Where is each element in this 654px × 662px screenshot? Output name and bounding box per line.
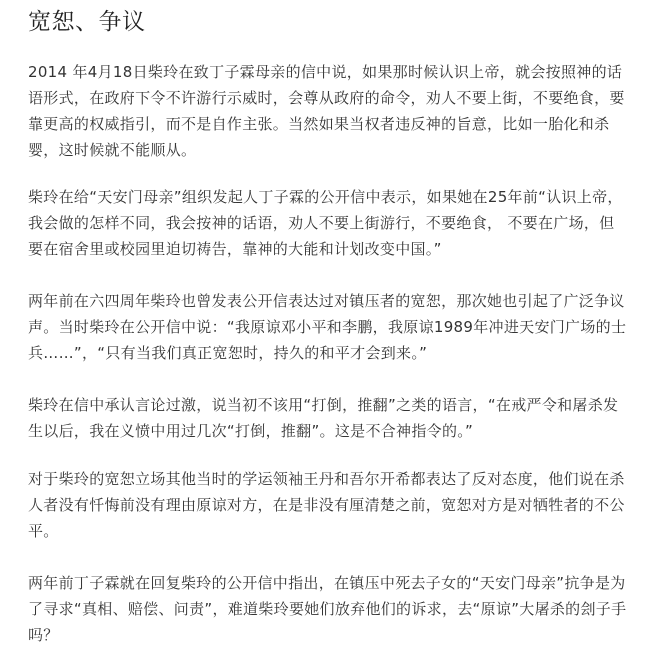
paragraph-6: 两年前丁子霖就在回复柴玲的公开信中指出，在镇压中死去子女的“天安门母亲”抗争是为了寻求“真相、赔偿、问责”，难道柴玲要她们放弃他们的诉求，去“原谅”大屠杀的刽子手吗？: [28, 574, 627, 644]
paragraph-1: 2014 年4月18日柴玲在致丁子霖母亲的信中说，如果那时候认识上帝，就会按照神的话语形式，在政府下令不许游行示威时，会尊从政府的命令，劝人不要上街，不要绝食，要靠更高的权威指引，而不是自作主张。当然如果当权者违反神的旨意，比如一胎化和杀婴，这时候就不能顺从。: [28, 63, 625, 159]
paragraph-2: 柴玲在给“天安门母亲”组织发起人丁子霖的公开信中表示，如果她在25年前“认识上帝，我会做的怎样不同，我会按神的话语，劝人不要上街游行，不要绝食， 不要在广场，但要在宿舍里或校园里迫切祷告，靠神的大能和计划改变中国。”: [28, 188, 623, 258]
paragraph-3: 两年前在六四周年柴玲也曾发表公开信表达过对镇压者的宽恕，那次她也引起了广泛争议声。当时柴玲在公开信中说：“我原谅邓小平和李鹏，我原谅1989年冲进天安门广场的士兵……”，“只有当我们真正宽恕时，持久的和平才会到来。”: [28, 292, 627, 362]
article: [28, 0, 628, 644]
paragraph-4: 柴玲在信中承认言论过激，说当初不该用“打倒，推翻”之类的语言，“在戒严令和屠杀发生以后，我在义愤中用过几次“打倒，推翻”。这是不合神指令的。”: [28, 396, 619, 440]
paragraph-5: 对于柴玲的宽恕立场其他当时的学运领袖王丹和吾尔开希都表达了反对态度，他们说在杀人者没有忏悔前没有理由原谅对方，在是非没有厘清楚之前，宽恕对方是对牺牲者的不公平。: [28, 470, 625, 540]
article-title: 宽恕、争议: [28, 9, 146, 35]
